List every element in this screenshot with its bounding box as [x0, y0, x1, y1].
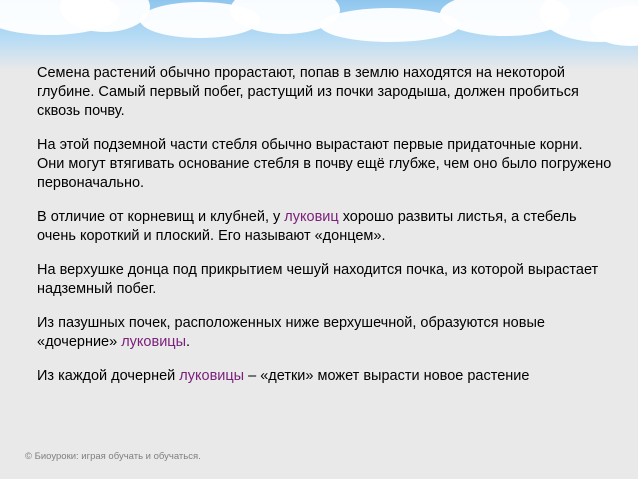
paragraph-text: Из пазушных почек, расположенных ниже верхушечной, образуются новые «дочерние»: [37, 315, 545, 350]
paragraph-text: На этой подземной части стебля обычно вырастают первые придаточные корни. Они могут втягивать основание стебля в почву ещё глубже, чем оно было погружено первоначально.: [37, 137, 612, 191]
paragraph: [37, 367, 612, 386]
footer-copyright: © Биоуроки: играя обучать и обучаться.: [25, 451, 201, 462]
highlighted-term: луковицы: [121, 334, 187, 350]
paragraph-text: – «детки» может вырасти новое растение: [244, 368, 530, 384]
paragraph: [37, 314, 612, 352]
highlighted-term: луковиц: [284, 209, 339, 225]
paragraph: [37, 261, 612, 299]
paragraph-text: Семена растений обычно прорастают, попав в землю находятся на некоторой глубине. Самый первый побег, растущий из почки зародыша, должен пробиться сквозь почву.: [37, 65, 579, 119]
paragraph-text: .: [186, 334, 191, 350]
highlighted-term: луковицы: [179, 368, 245, 384]
paragraph-text: На верхушке донца под прикрытием чешуй находится почка, из которой вырастает надземный побег.: [37, 262, 599, 297]
paragraph: [37, 64, 612, 121]
paragraph-text: хорошо развиты листья, а стебель очень короткий и плоский. Его называют «донцем».: [37, 209, 577, 244]
paragraph-text: Из каждой дочерней: [37, 368, 180, 384]
paragraph: [37, 208, 612, 246]
slide-body: [37, 64, 612, 401]
paragraph-text: В отличие от корневищ и клубней, у: [37, 209, 285, 225]
paragraph: [37, 136, 612, 193]
sky-banner: [0, 0, 638, 70]
cloud: [320, 8, 460, 42]
